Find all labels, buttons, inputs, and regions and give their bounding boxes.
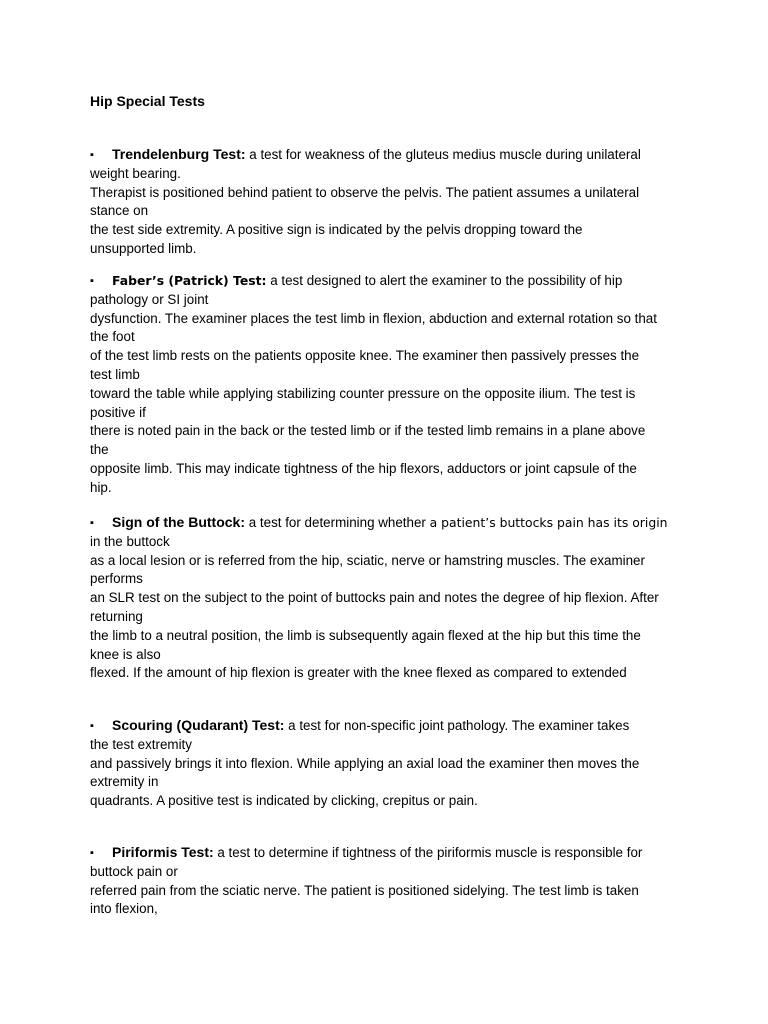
section-line: stance on	[90, 203, 149, 219]
section-line: performs	[90, 571, 143, 587]
section-line: the limb to a neutral position, the limb is subsequently again flexed at the hip but this time the	[90, 627, 641, 643]
section-intro: a test for non-specific joint pathology. The examiner takes	[288, 718, 630, 733]
section-term: Trendelenburg Test:	[112, 146, 246, 162]
section-line: of the test limb rests on the patients opposite knee. The examiner then passively presses the	[90, 348, 640, 364]
section-line: extremity in	[90, 774, 159, 790]
section-intro: a test for weakness of the gluteus medius muscle during unilateral	[249, 147, 641, 162]
section-line: positive if	[90, 404, 146, 420]
section-line: opposite limb. This may indicate tightness of the hip flexors, adductors or joint capsule of the	[90, 460, 637, 476]
section-line: into flexion,	[90, 901, 158, 917]
section-first-line	[90, 145, 690, 165]
section-piriformis-test	[90, 843, 690, 919]
section-line: test limb	[90, 366, 140, 382]
section-line: buttock pain or	[90, 863, 178, 879]
square-bullet-icon: ▪	[90, 149, 94, 161]
section-line: knee is also	[90, 646, 161, 662]
section-first-line	[90, 716, 690, 736]
section-line: the	[90, 442, 109, 458]
section-line: there is noted pain in the back or the tested limb or if the tested limb remains in a plane above	[90, 423, 646, 439]
section-trendelenburg-test	[90, 145, 690, 259]
square-bullet-icon: ▪	[90, 275, 94, 287]
square-bullet-icon: ▪	[90, 517, 94, 529]
section-first-line	[90, 513, 690, 533]
section-line: toward the table while applying stabilizing counter pressure on the opposite ilium. The test is	[90, 385, 636, 401]
section-first-line	[90, 272, 690, 291]
section-intro-continued: a patient’s buttocks pain has its origin	[429, 515, 668, 530]
section-line: dysfunction. The examiner places the test limb in flexion, abduction and external rotation so that	[90, 310, 657, 326]
section-line: an SLR test on the subject to the point of buttocks pain and notes the degree of hip flexion. After	[90, 590, 659, 606]
section-line: flexed. If the amount of hip flexion is greater with the knee flexed as compared to extended	[90, 665, 627, 681]
section-line: as a local lesion or is referred from the hip, sciatic, nerve or hamstring muscles. The examiner	[90, 552, 645, 568]
section-line: in the buttock	[90, 533, 170, 549]
section-line: weight bearing.	[90, 165, 181, 181]
section-term: Faber’s (Patrick) Test:	[112, 273, 267, 288]
section-sign-of-the-buttock	[90, 513, 690, 683]
section-line: unsupported limb.	[90, 240, 197, 256]
section-first-line	[90, 843, 690, 863]
section-line: and passively brings it into flexion. While applying an axial load the examiner then moves the	[90, 755, 640, 771]
section-line: the test extremity	[90, 736, 192, 752]
square-bullet-icon: ▪	[90, 720, 94, 732]
section-intro: a test to determine if tightness of the piriformis muscle is responsible for	[217, 845, 643, 860]
section-line: returning	[90, 608, 143, 624]
section-line: Therapist is positioned behind patient to observe the pelvis. The patient assumes a unilateral	[90, 184, 640, 200]
square-bullet-icon: ▪	[90, 847, 94, 859]
section-line: quadrants. A positive test is indicated by clicking, crepitus or pain.	[90, 793, 478, 809]
section-scouring-test	[90, 716, 690, 811]
section-intro: a test designed to alert the examiner to the possibility of hip	[270, 273, 623, 288]
section-line: referred pain from the sciatic nerve. The patient is positioned sidelying. The test limb is taken	[90, 882, 639, 898]
section-line: pathology or SI joint	[90, 291, 209, 307]
section-intro: a test for determining whether	[248, 515, 426, 530]
section-line: the foot	[90, 329, 135, 345]
page-title: Hip Special Tests	[90, 93, 205, 109]
section-line: the test side extremity. A positive sign is indicated by the pelvis dropping toward the	[90, 222, 583, 238]
section-fabers-test	[90, 272, 690, 498]
section-term: Sign of the Buttock:	[112, 514, 245, 530]
section-term: Piriformis Test:	[112, 844, 214, 860]
section-line: hip.	[90, 479, 112, 495]
section-term: Scouring (Qudarant) Test:	[112, 717, 285, 733]
